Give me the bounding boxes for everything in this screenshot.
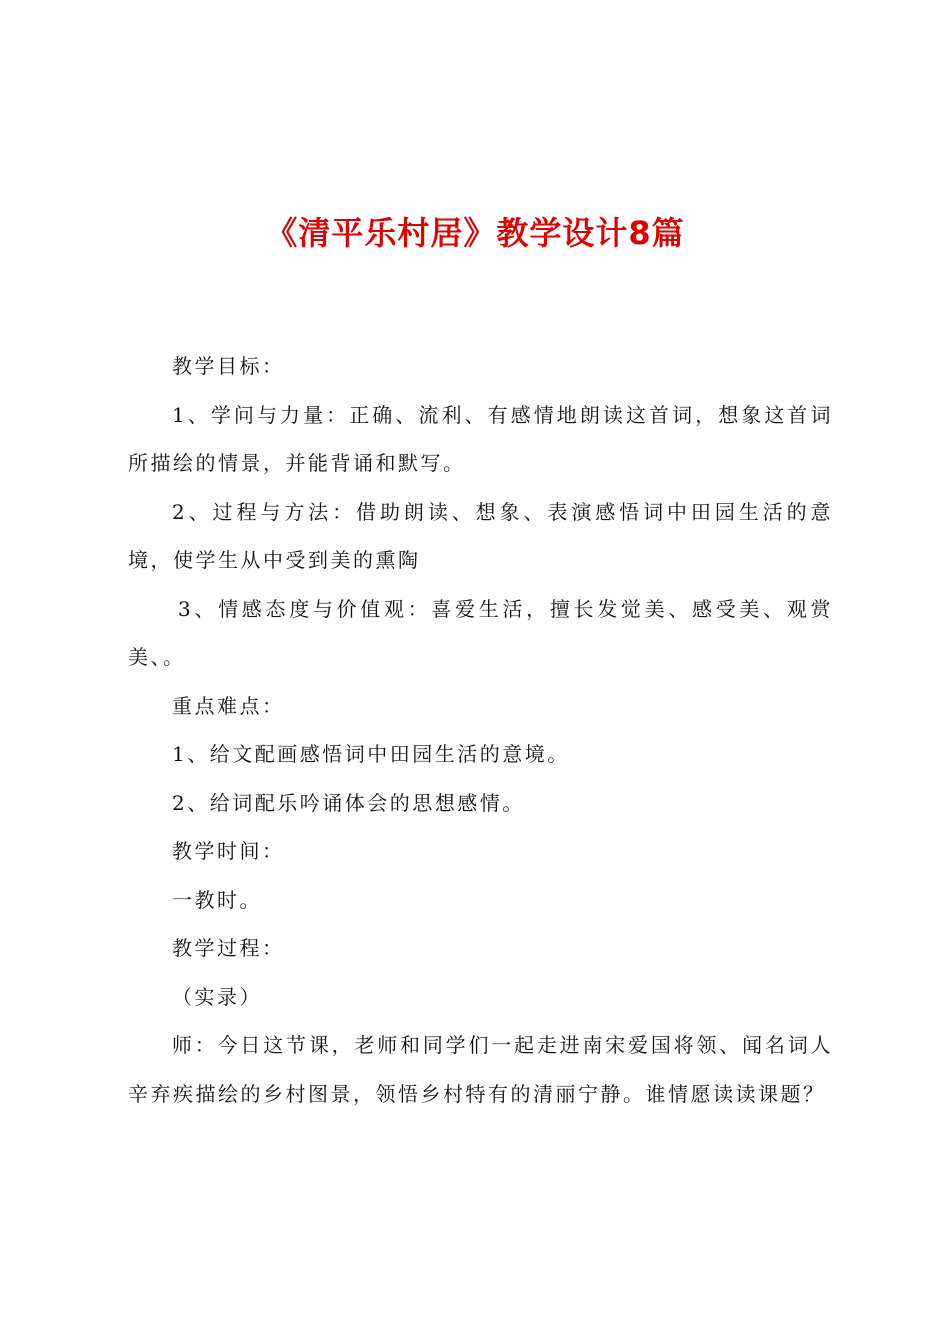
- process-teacher-speech: 师：今日这节课，老师和同学们一起走进南宋爱国将领、闻名词人辛弃疾描绘的乡村图景，领悟乡村特有的清丽宁静。谁情愿读读课题？: [128, 1033, 833, 1106]
- goal-knowledge: 1、学问与力量：正确、流利、有感情地朗读这首词，想象这首词所描绘的情景，并能背诵和默写。: [128, 402, 833, 475]
- document-title: 《清平乐村居》教学设计8篇: [265, 214, 685, 252]
- teaching-time-value: 一教时。: [172, 887, 262, 912]
- key-point-2: 2、给词配乐吟诵体会的思想感情。: [172, 790, 525, 815]
- goal-emotion: 3、情感态度与价值观：喜爱生活，擅长发觉美、感受美、观赏美、。: [128, 596, 833, 669]
- heading-teaching-process: 教学过程：: [172, 936, 285, 960]
- heading-teaching-goals: 教学目标：: [172, 354, 285, 378]
- document-body: [128, 342, 833, 1118]
- heading-teaching-time: 教学时间：: [172, 839, 285, 863]
- process-note: （实录）: [172, 984, 262, 1009]
- key-point-1: 1、给文配画感悟词中田园生活的意境。: [172, 742, 570, 766]
- goal-process: 2、过程与方法：借助朗读、想象、表演感悟词中田园生活的意境，使学生从中受到美的熏陶: [128, 499, 833, 572]
- heading-key-points: 重点难点：: [172, 693, 285, 718]
